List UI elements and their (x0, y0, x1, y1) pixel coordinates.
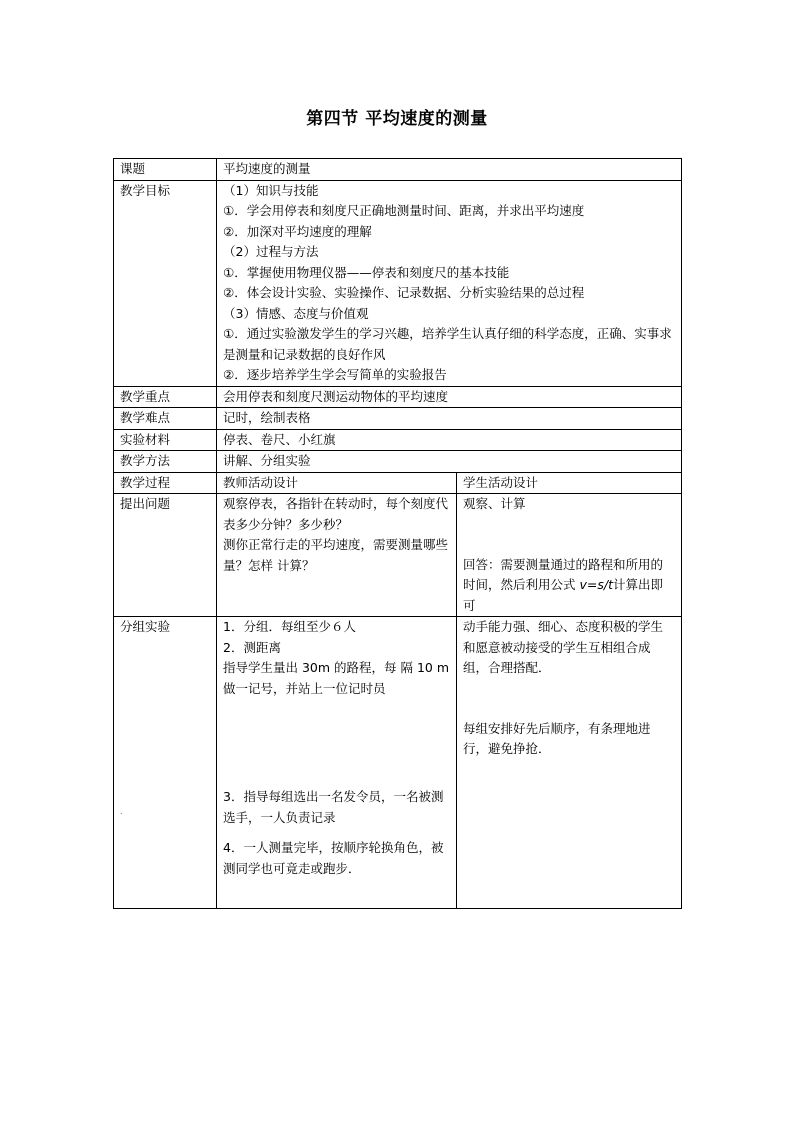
row-objectives (114, 180, 682, 386)
teacher-activity: 测你正常行走的平均速度，需要测量哪些量？怎样 计算？ (223, 537, 449, 573)
row-question-stage (114, 494, 682, 617)
student-activity: 观察、计算 (463, 496, 526, 511)
difficulty-value: 记时，绘制表格 (217, 408, 682, 430)
objective-line: ②．加深对平均速度的理解 (223, 223, 372, 239)
topic-label: 课题 (114, 159, 217, 181)
objective-line: ①．通过实验激发学生的学习兴趣，培养学生认真仔细的科学态度，正确、实事求是测量和记录数据的良好作风 (223, 326, 672, 362)
method-value: 讲解、分组实验 (217, 451, 682, 473)
group-stage-label (114, 617, 217, 909)
row-materials (114, 429, 682, 451)
objectives-content (217, 180, 682, 386)
student-activity-answer (463, 555, 675, 617)
objective-line: ②．逐步培养学生学会写简单的实验报告 (223, 367, 447, 382)
materials-label: 实验材料 (114, 429, 217, 451)
row-group-stage (114, 617, 682, 909)
teacher-step-2-title: 2．测距离 (223, 639, 281, 655)
group-student-content (457, 617, 682, 909)
row-topic (114, 159, 682, 181)
margin-mark: . (120, 806, 123, 816)
teacher-step-3: 3．指导每组选出一名发令员，一名被测选手，一人负责记录 (223, 789, 444, 825)
objective-line: （1）知识与技能 (223, 182, 319, 198)
difficulty-label: 教学难点 (114, 408, 217, 430)
objective-line: （2）过程与方法 (223, 244, 319, 259)
group-stage-label-text: 分组实验 (120, 619, 171, 634)
row-method (114, 451, 682, 473)
row-process-header (114, 472, 682, 494)
topic-value: 平均速度的测量 (217, 159, 682, 181)
row-difficulty (114, 408, 682, 430)
page-title: 第四节 平均速度的测量 (306, 109, 488, 129)
student-order: 每组安排好先后顺序，有条理地进行，避免挣抢． (463, 720, 651, 756)
question-stage-label: 提出问题 (114, 494, 217, 617)
key-point-value: 会用停表和刻度尺测运动物体的平均速度 (217, 386, 682, 408)
teacher-header: 教师活动设计 (217, 472, 457, 494)
answer-text-end: 计算出即可 (463, 577, 663, 613)
materials-value: 停表、卷尺、小红旗 (217, 429, 682, 451)
key-point-label: 教学重点 (114, 386, 217, 408)
teacher-activity: 观察停表，各指针在转动时，每个刻度代表多少分钟？多少秒？ (223, 496, 449, 532)
teacher-step-2-body: 指导学生量出 30m 的路程，每 隔 10 m 做一记号，并站上一位记时员 (223, 660, 450, 696)
group-teacher-content (217, 617, 457, 909)
student-header: 学生活动设计 (457, 472, 682, 494)
objective-line: ②．体会设计实验、实验操作、记录数据、分析实验结果的总过程 (223, 285, 585, 300)
process-label: 教学过程 (114, 472, 217, 494)
method-label: 教学方法 (114, 451, 217, 473)
question-teacher-content (217, 494, 457, 617)
answer-text: 回答：需要测量通过的路程和所用的时间，然后利用公式 (463, 556, 664, 592)
student-grouping: 动手能力强、细心、态度积极的学生和愿意被动接受的学生互相组合成组，合理搭配． (463, 619, 664, 675)
speed-formula: v=s/t (579, 577, 613, 592)
question-student-content (457, 494, 682, 617)
objective-line: ①．学会用停表和刻度尺正确地测量时间、距离，并求出平均速度 (223, 203, 585, 218)
objective-line: ①．掌握使用物理仪器——停表和刻度尺的基本技能 (223, 264, 510, 280)
objectives-label: 教学目标 (114, 180, 217, 386)
row-key-point (114, 386, 682, 408)
teacher-step-1: 1．分组．每组至少６人 (223, 619, 356, 634)
teacher-step-4: 4．一人测量完毕，按顺序轮换角色，被测同学也可竟走或跑步． (223, 840, 444, 876)
objective-line: （3）情感、态度与价值观 (223, 305, 369, 321)
lesson-plan-table (113, 158, 682, 909)
